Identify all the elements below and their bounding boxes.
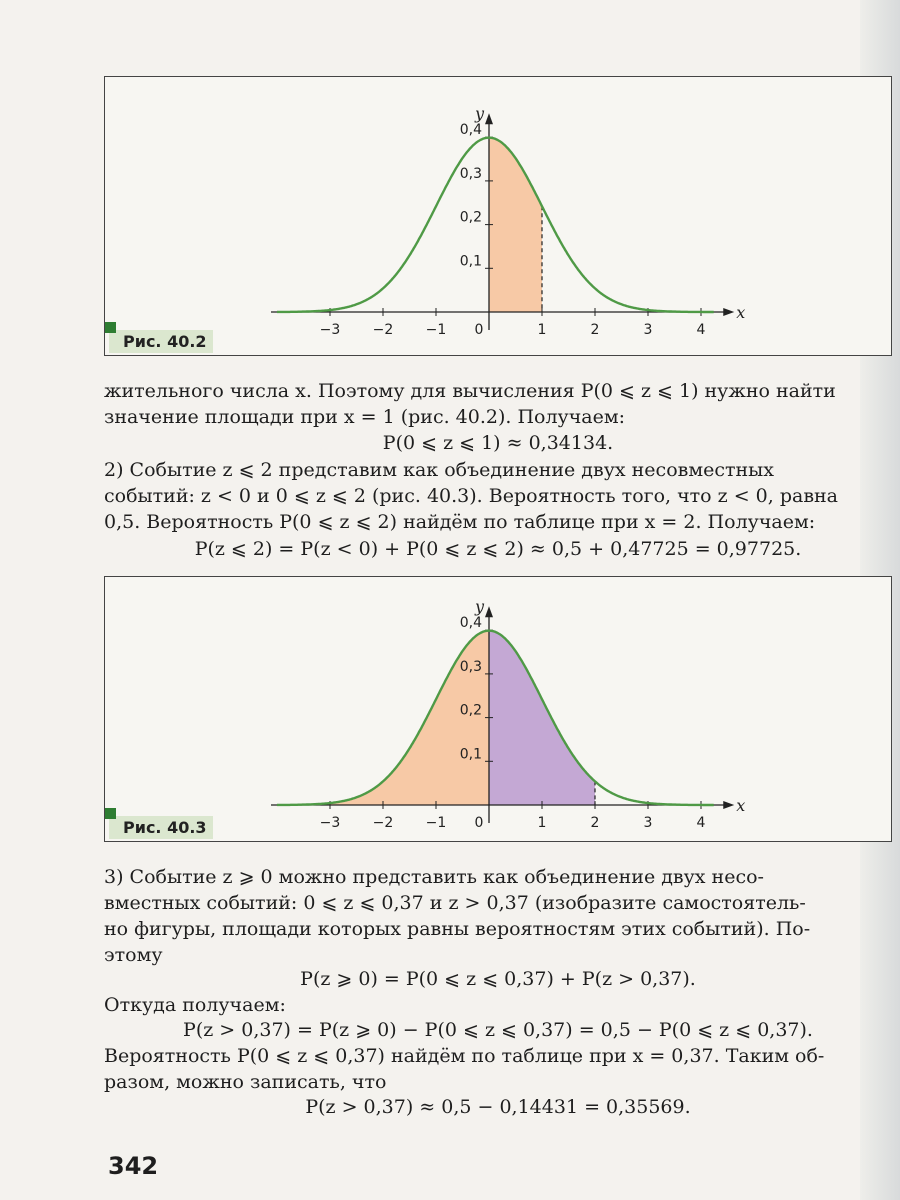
x-tick-label: 4	[696, 322, 706, 338]
x-tick-label: 1	[537, 815, 547, 831]
x-tick-label: 4	[696, 815, 706, 831]
text-line: Откуда получаем:	[104, 994, 286, 1016]
text-line: 0,5. Вероятность P(0 ⩽ z ⩽ 2) найдём по таблице при x = 2. Получаем:	[104, 511, 816, 533]
x-tick-label: 0	[474, 815, 484, 831]
y-axis-arrow	[485, 606, 493, 617]
page-number: 342	[108, 1152, 159, 1180]
text-line: разом, можно записать, что	[104, 1071, 387, 1093]
normal-curve-chart	[105, 77, 891, 355]
shaded-area	[489, 138, 542, 312]
x-tick-label: −2	[372, 815, 394, 831]
x-tick-label: −3	[319, 815, 341, 831]
y-tick-label: 0,1	[459, 746, 482, 763]
x-axis-arrow	[723, 308, 734, 316]
x-tick-label: −3	[319, 322, 341, 338]
x-tick-label: 1	[537, 322, 547, 338]
x-axis-arrow	[723, 801, 734, 809]
text-line: 2) Событие z ⩽ 2 представим как объединение двух несовместных	[104, 459, 775, 481]
x-tick-label: 2	[590, 322, 600, 338]
formula: P(z > 0,37) = P(z ⩾ 0) − P(0 ⩽ z ⩽ 0,37) = 0,5 − P(0 ⩽ z ⩽ 0,37).	[183, 1019, 813, 1041]
figure-40-3	[104, 576, 892, 842]
y-tick-label: 0,4	[459, 122, 482, 139]
y-axis-label: y	[475, 104, 485, 124]
x-axis-label: x	[736, 796, 746, 815]
x-tick-label: 0	[474, 322, 484, 338]
y-axis-arrow	[485, 113, 493, 124]
y-tick-label: 0,3	[459, 165, 482, 182]
x-tick-label: 2	[590, 815, 600, 831]
shaded-area	[277, 631, 489, 805]
y-tick-label: 0,3	[459, 658, 482, 675]
x-tick-label: −2	[372, 322, 394, 338]
text-line: значение площади при x = 1 (рис. 40.2). Получаем:	[104, 406, 626, 428]
x-tick-label: 3	[643, 815, 653, 831]
figure-caption: Рис. 40.3	[109, 816, 213, 839]
y-tick-label: 0,2	[459, 209, 482, 226]
y-tick-label: 0,1	[459, 253, 482, 270]
x-tick-label: −1	[425, 322, 447, 338]
text-line: вместных событий: 0 ⩽ z ⩽ 0,37 и z > 0,37 (изобразите самостоятель-	[104, 892, 806, 914]
x-axis-label: x	[736, 303, 746, 322]
text-line: Вероятность P(0 ⩽ z ⩽ 0,37) найдём по таблице при x = 0,37. Таким об-	[104, 1045, 825, 1067]
y-tick-label: 0,4	[459, 615, 482, 632]
text-line: но фигуры, площади которых равны вероятностям этих событий). По-	[104, 918, 811, 940]
y-tick-label: 0,2	[459, 702, 482, 719]
x-tick-label: 3	[643, 322, 653, 338]
formula: P(z ⩾ 0) = P(0 ⩽ z ⩽ 0,37) + P(z > 0,37).	[300, 968, 696, 990]
figure-40-2	[104, 76, 892, 356]
text-line: 3) Событие z ⩾ 0 можно представить как объединение двух несо-	[104, 866, 764, 888]
shaded-area	[489, 631, 595, 805]
text-line: этому	[104, 944, 163, 966]
formula: P(0 ⩽ z ⩽ 1) ≈ 0,34134.	[382, 432, 614, 454]
figure-caption: Рис. 40.2	[109, 330, 213, 353]
text-line: событий: z < 0 и 0 ⩽ z ⩽ 2 (рис. 40.3). Вероятность того, что z < 0, равна	[104, 485, 839, 507]
y-axis-label: y	[475, 597, 485, 617]
formula: P(z ⩽ 2) = P(z < 0) + P(0 ⩽ z ⩽ 2) ≈ 0,5 + 0,47725 = 0,97725.	[194, 538, 802, 560]
formula: P(z > 0,37) ≈ 0,5 − 0,14431 = 0,35569.	[305, 1096, 691, 1118]
normal-curve-chart	[105, 577, 891, 841]
x-tick-label: −1	[425, 815, 447, 831]
text-line: жительного числа x. Поэтому для вычисления P(0 ⩽ z ⩽ 1) нужно найти	[104, 380, 836, 402]
